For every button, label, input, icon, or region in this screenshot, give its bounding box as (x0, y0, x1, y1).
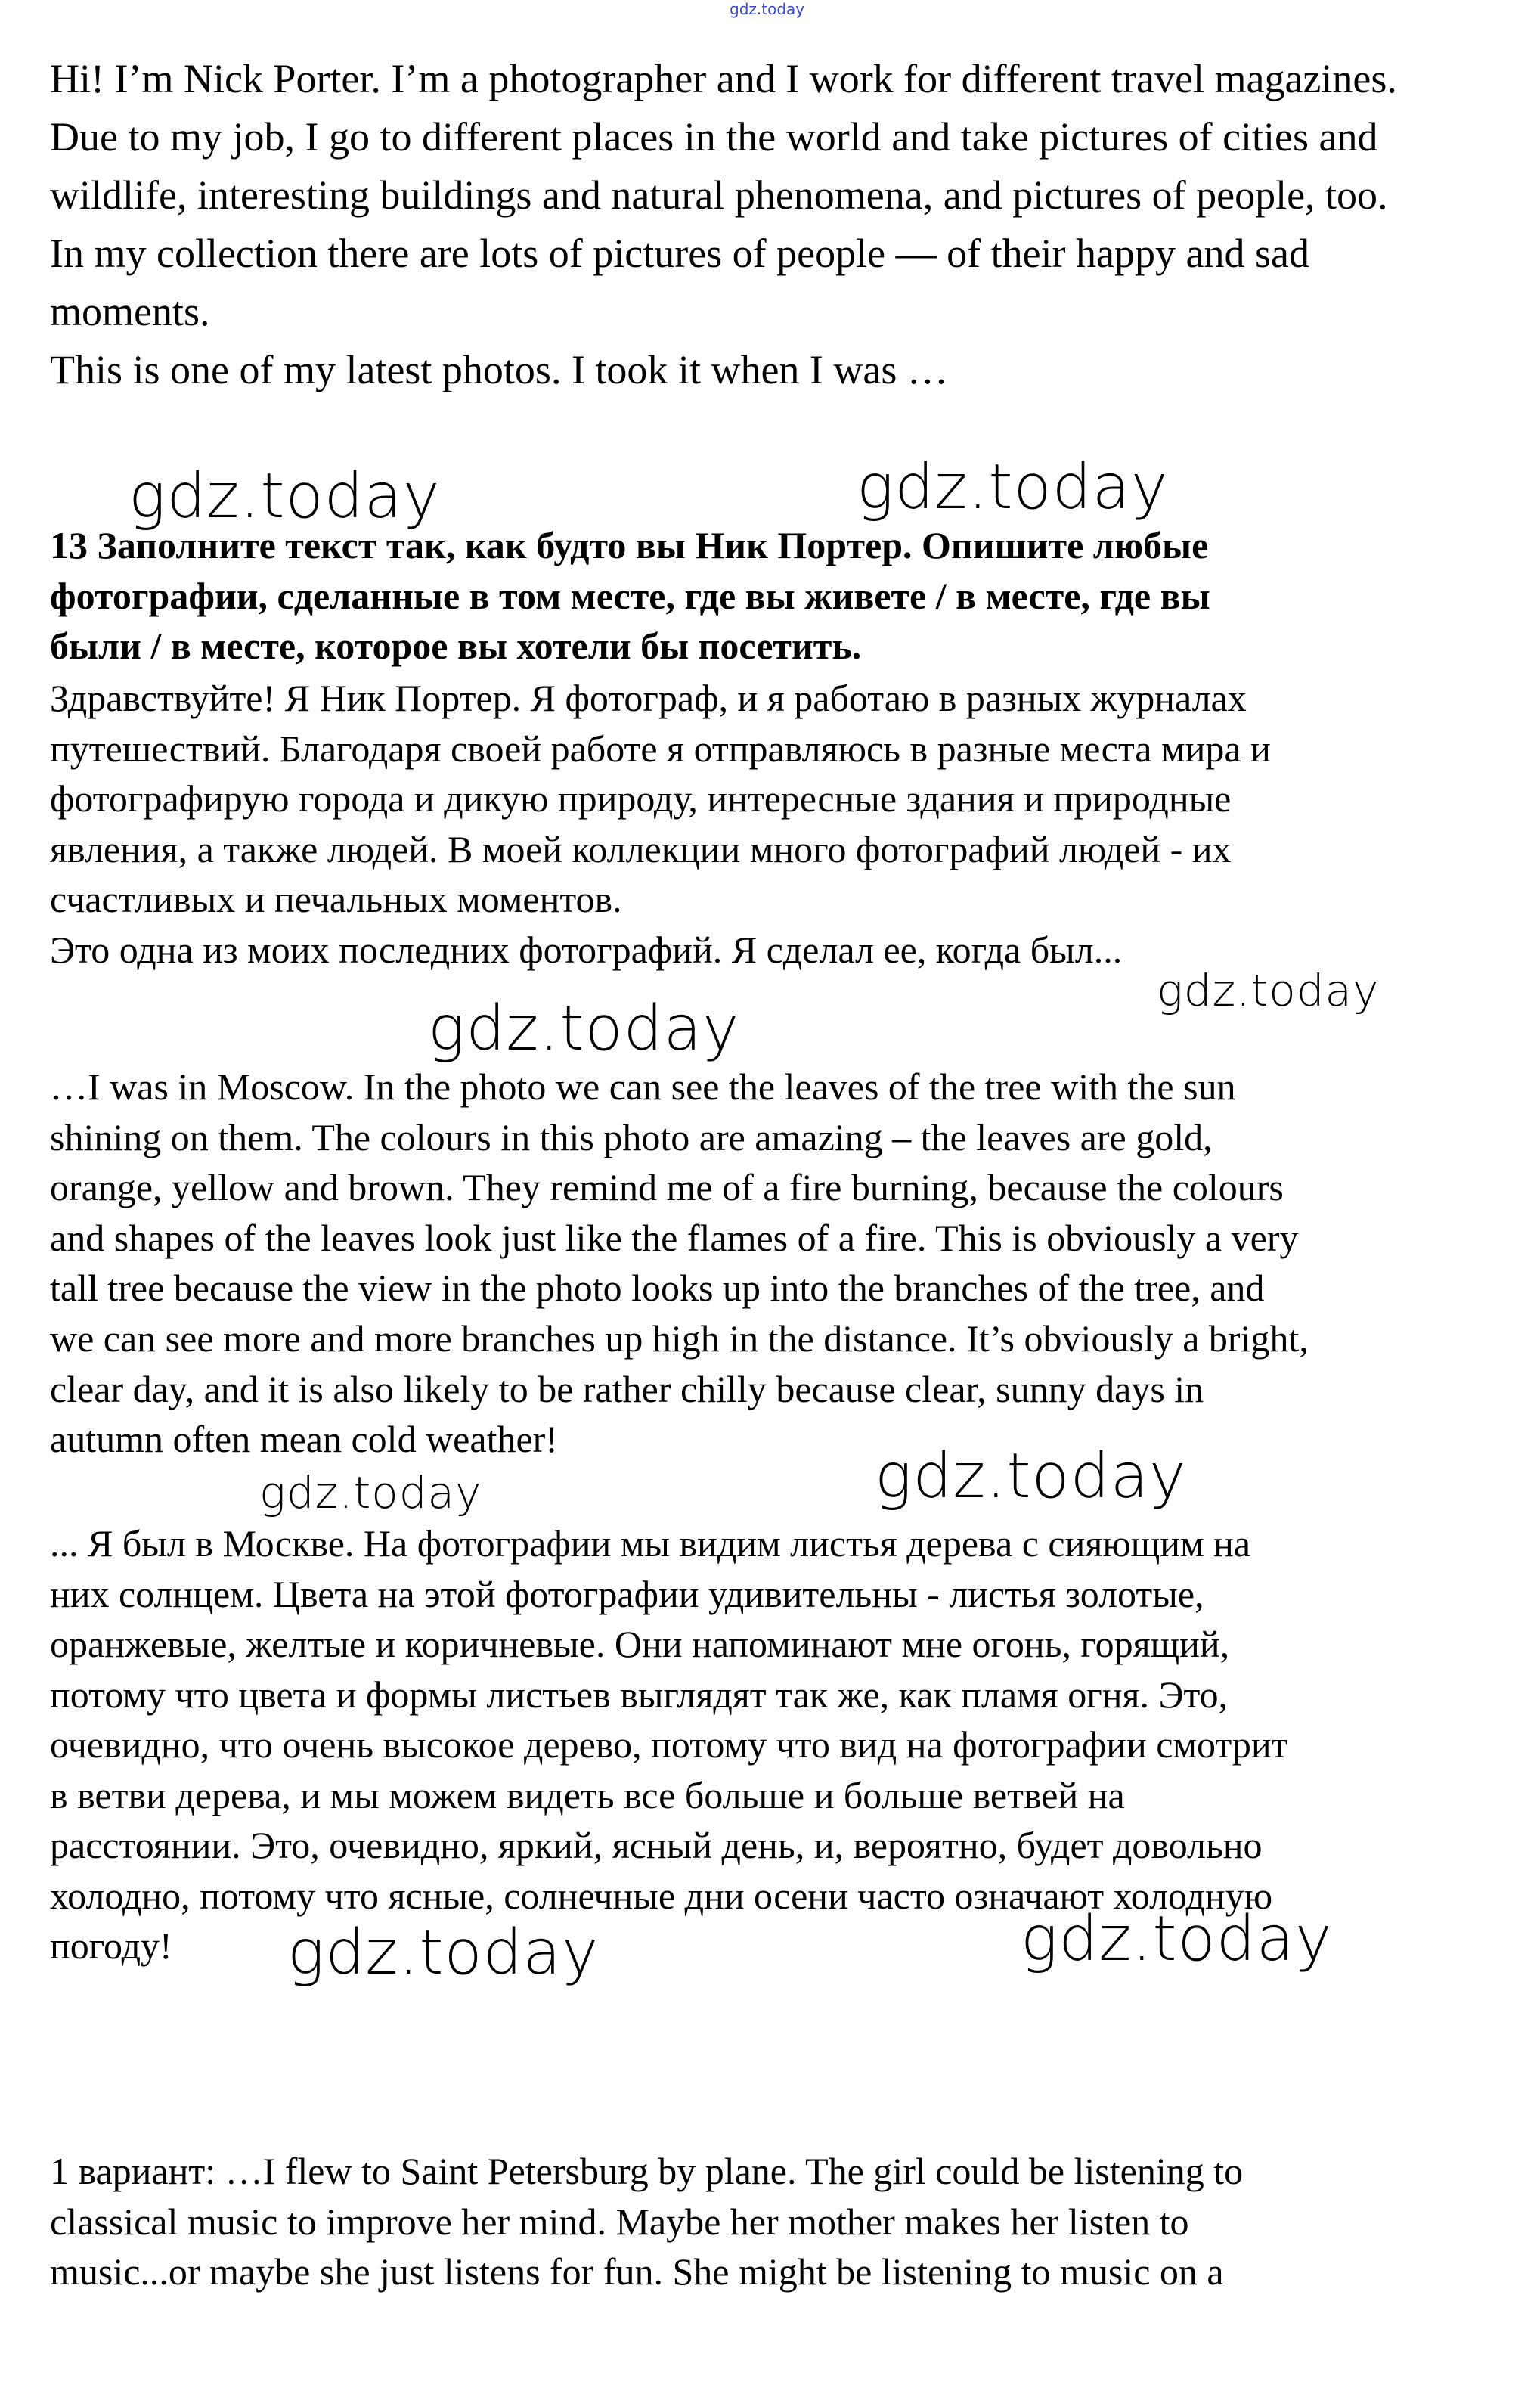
text-line: we can see more and more branches up high in the distance. It’s obviously a bright, (50, 1317, 1309, 1360)
text-line: tall tree because the view in the photo looks up into the branches of the tree, and (50, 1267, 1265, 1310)
task-heading (50, 520, 1509, 671)
text-line: фотографирую города и дикую природу, интересные здания и природные (50, 777, 1232, 820)
text-line: Здравствуйте! Я Ник Портер. Я фотограф, и я работаю в разных журналах (50, 677, 1247, 719)
text-line: в ветви дерева, и мы можем видеть все больше и больше ветвей на (50, 1773, 1125, 1816)
intro-english (50, 50, 1509, 399)
text-line: orange, yellow and brown. They remind me of a fire burning, because the colours (50, 1166, 1284, 1209)
text-line: были / в месте, которое вы хотели бы посетить. (50, 625, 862, 667)
answer-english (50, 1062, 1509, 1465)
watermark: gdz.today (857, 451, 1169, 523)
text-line: wildlife, interesting buildings and natural phenomena, and pictures of people, too. (50, 172, 1388, 218)
watermark: gdz.today (287, 1917, 600, 1989)
text-line: потому что цвета и формы листьев выглядят так же, как пламя огня. Это, (50, 1673, 1229, 1716)
text-line: Hi! I’m Nick Porter. I’m a photographer and I work for different travel magazines. (50, 56, 1397, 101)
text-line: явления, а также людей. В моей коллекции много фотографий людей - их (50, 827, 1232, 870)
text-line: холодно, потому что ясные, солнечные дни осени часто означают холодную (50, 1874, 1273, 1917)
text-line: расстоянии. Это, очевидно, яркий, ясный день, и, вероятно, будет довольно (50, 1824, 1263, 1866)
watermark: gdz.today (129, 461, 441, 532)
text-line: shining on them. The colours in this photo are amazing – the leaves are gold, (50, 1115, 1213, 1158)
text-line: music...or maybe she just listens for fun. She might be listening to music on a (50, 2250, 1224, 2293)
watermark: gdz.today (875, 1441, 1187, 1512)
text-line: оранжевые, желтые и коричневые. Они напоминают мне огонь, горящий, (50, 1623, 1230, 1665)
variant-1 (50, 2146, 1509, 2297)
text-line: Due to my job, I go to different places in the world and take pictures of cities and (50, 114, 1378, 160)
intro-russian (50, 673, 1509, 975)
text-line: autumn often mean cold weather! (50, 1418, 558, 1461)
watermark: gdz.today (259, 1467, 482, 1518)
text-line: счастливых и печальных моментов. (50, 878, 622, 920)
text-line: ... Я был в Москве. На фотографии мы видим листья дерева с сияющим на (50, 1522, 1251, 1565)
text-line: очевидно, что очень высокое дерево, потому что вид на фотографии смотрит (50, 1723, 1288, 1766)
text-line: This is one of my latest photos. I took it when I was … (50, 347, 948, 392)
watermark: gdz.today (428, 993, 740, 1065)
header-watermark: gdz.today (730, 0, 805, 18)
text-line: погоду! (50, 1924, 172, 1967)
text-line: фотографии, сделанные в том месте, где вы живете / в месте, где вы (50, 574, 1210, 617)
text-line: них солнцем. Цвета на этой фотографии удивительны - листья золотые, (50, 1572, 1204, 1615)
text-line: Это одна из моих последних фотографий. Я сделал ее, когда был... (50, 928, 1123, 971)
text-line: 13 Заполните текст так, как будто вы Ник Портер. Опишите любые (50, 524, 1209, 566)
text-line: In my collection there are lots of pictures of people — of their happy and sad (50, 231, 1309, 276)
text-line: путешествий. Благодаря своей работе я отправляюсь в разные места мира и (50, 727, 1271, 770)
text-line: 1 вариант: …I flew to Saint Petersburg by plane. The girl could be listening to (50, 2150, 1244, 2192)
text-line: classical music to improve her mind. Maybe her mother makes her listen to (50, 2200, 1189, 2243)
watermark: gdz.today (1157, 965, 1380, 1016)
text-line: moments. (50, 289, 210, 334)
text-line: clear day, and it is also likely to be rather chilly because clear, sunny days in (50, 1367, 1204, 1410)
watermark: gdz.today (1021, 1903, 1333, 1975)
text-line: and shapes of the leaves look just like the flames of a fire. This is obviously a very (50, 1216, 1299, 1259)
text-line: …I was in Moscow. In the photo we can see the leaves of the tree with the sun (50, 1065, 1236, 1108)
